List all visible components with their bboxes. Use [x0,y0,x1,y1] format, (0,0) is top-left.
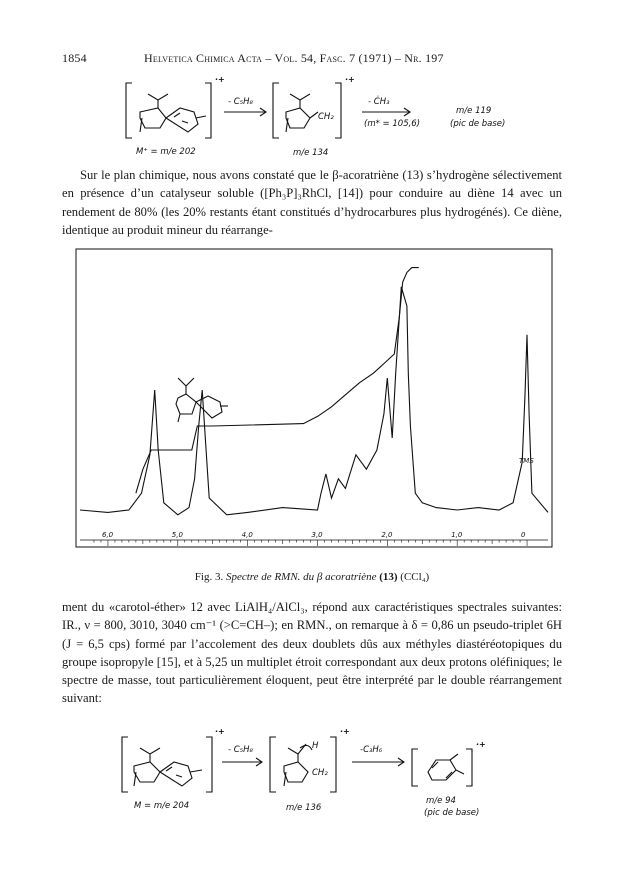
tms-label: TMS [519,457,534,465]
product-note-1: (pic de base) [450,119,506,129]
ch2-2: CH₂ [312,768,328,778]
loss-ch3: - ĊH₃ [368,97,390,107]
label-m-204: M = m/e 204 [134,801,190,811]
x-tick-label: 1,0 [451,531,463,539]
loss-c5h8-2: - C₅H₈ [228,745,253,755]
charge-1: ·+ [215,75,225,84]
product-mass-94: m/e 94 [426,796,456,806]
svg-text:·+: ·+ [215,727,225,736]
paragraph-1-text: Sur le plan chimique, nous avons constaté que le β-acoratriène (13) s’hydrogène sélectivement en présence d’un catalyseur soluble ([Ph₃P]₃RhCl, [14]) pour conduire au diène 14 avec un rendement de 80% (les 20% restants étant constitués d’hydrocarbures plus hydrogénés). Ce diène, identique au produit mineur du réarrange- [62,168,562,237]
h-label: H [312,741,319,751]
product-mass-119: m/e 119 [456,106,492,116]
caption-solvent: (CCl₄) [400,571,430,583]
loss-c3h6: -C₃H₆ [360,745,383,755]
caption-prefix: Fig. 3. [194,571,224,583]
x-tick-label: 2,0 [381,531,393,539]
charge-2: ·+ [345,75,355,84]
x-tick-label: 4,0 [241,531,253,539]
x-tick-label: 0 [521,531,526,539]
svg-text:·+: ·+ [340,727,350,736]
x-tick-label: 6,0 [101,531,114,539]
molecule-14 [134,748,202,786]
arrow-4 [352,758,404,766]
caption-title: Spectre de RMN. du β acoratriène [225,571,377,583]
paragraph-2-text: ment du «carotol-éther» 12 avec LiAlH₄/AlCl₃, répond aux caractéristiques spectrales suivantes: IR., ν = 800, 3010, 3040 cm⁻¹ (>C=CH–); en RMN., on remarque à δ = 0,86 un pseudo-triplet 6H (J = 6,5 cps) formé par l’accolement des deux doublets dûs aux méthyles diastéréotopiques du groupe isopropyle [15], et à 5,25 un multiplet étroit correspondant aux deux protons oléfiniques; le spectre de masse, tout particulièrement éloquent, peut être interprété par le double réarrangement suivant: [62,600,562,706]
x-tick-label: 3,0 [311,531,323,539]
molecule-94 [428,754,464,780]
product-note-2: (pic de base) [424,808,480,818]
mstar: (m* = 105,6) [364,119,421,129]
ch2-1: CH₂ [318,112,334,122]
label-m-136: m/e 136 [286,803,322,813]
running-title: Helvetica Chimica Acta – Vol. 54, Fasc. 7 (1971) – Nr. 197 [144,51,444,65]
svg-text:·+: ·+ [476,740,486,749]
arrow-3 [222,758,262,766]
page-number: 1854 [62,51,87,65]
label-m-134: m/e 134 [293,148,329,158]
molecule-136 [284,744,312,786]
label-m-202: M⁺ = m/e 202 [136,147,196,157]
x-tick-label: 5,0 [171,531,183,539]
loss-c5h8-1: - C₅H₈ [228,97,253,107]
caption-compound: (13) [379,571,398,583]
